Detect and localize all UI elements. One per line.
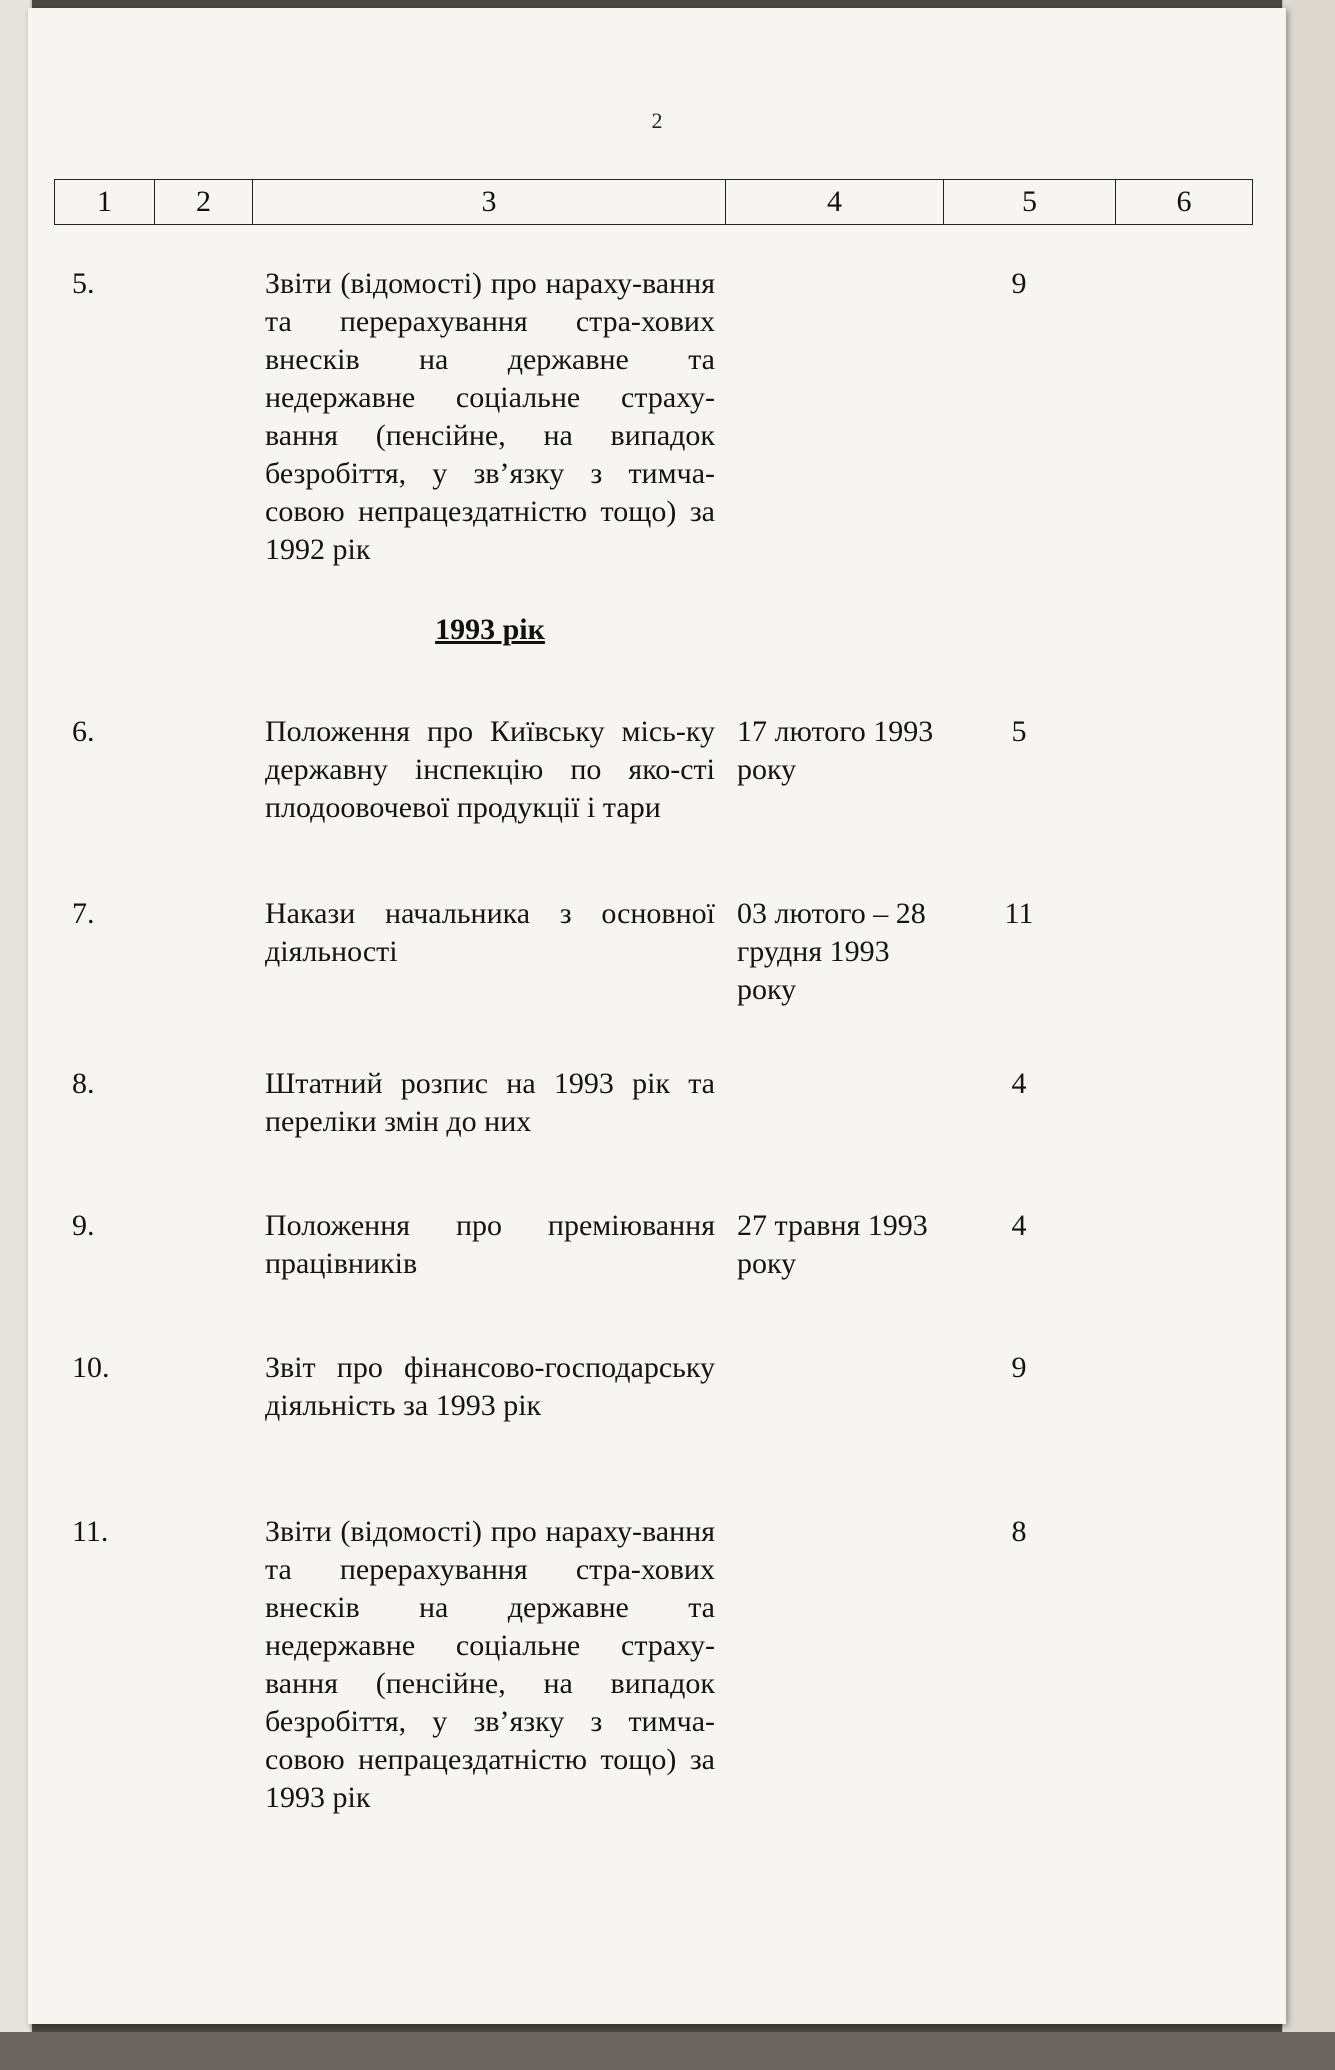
column-header-5: 5 <box>944 180 1116 225</box>
column-header-2: 2 <box>155 180 253 225</box>
column-header-3: 3 <box>253 180 726 225</box>
row-sheet-count: 4 <box>1011 1209 1027 1242</box>
row-sheet-count: 5 <box>1011 715 1027 748</box>
year-heading: 1993 рік <box>435 613 545 646</box>
background-bottom <box>0 2032 1335 2070</box>
row-number: 11. <box>72 1515 109 1548</box>
row-sheet-count: 4 <box>1011 1067 1027 1100</box>
row-date: 17 лютого 1993 року <box>737 715 934 786</box>
row-title: Звіти (відомості) про нараху-вання та перерахування стра-хових внесків на державне та недержавне соціальне страху-вання (пенсійне, на випадок безробіття, у зв’язку з тимча-совою непрацездатністю тощо) за 1993 рік <box>265 1515 715 1814</box>
column-header-1: 1 <box>55 180 155 225</box>
row-number: 8. <box>72 1067 95 1100</box>
row-number: 5. <box>72 267 95 300</box>
row-title: Звіти (відомості) про нараху-вання та перерахування стра-хових внесків на державне та недержавне соціальне страху-вання (пенсійне, на випадок безробіття, у зв’язку з тимча-совою непрацездатністю тощо) за 1992 рік <box>265 267 715 566</box>
row-number: 9. <box>72 1209 95 1242</box>
page-number: 2 <box>651 108 663 133</box>
row-sheet-count: 9 <box>1011 1351 1027 1384</box>
row-sheet-count: 8 <box>1011 1515 1027 1548</box>
row-sheet-count: 11 <box>1004 897 1034 930</box>
row-date: 27 травня 1993 року <box>737 1209 928 1280</box>
row-title: Положення про Київську місь-ку державну інспекцію по яко-сті плодоовочевої продукції і тари <box>265 715 715 824</box>
document-page <box>28 8 1286 2024</box>
column-header-table <box>54 179 1253 225</box>
row-sheet-count: 9 <box>1011 267 1027 300</box>
row-number: 6. <box>72 715 95 748</box>
row-number: 7. <box>72 897 95 930</box>
row-title: Накази начальника з основної діяльності <box>265 897 715 968</box>
page-right-edge <box>1282 0 1335 2040</box>
column-header-row <box>55 180 1253 225</box>
row-date: 03 лютого – 28 грудня 1993 року <box>737 897 926 1006</box>
row-title: Штатний розпис на 1993 рік та переліки змін до них <box>265 1067 715 1138</box>
row-title: Звіт про фінансово-господарську діяльність за 1993 рік <box>265 1351 715 1422</box>
column-header-6: 6 <box>1116 180 1253 225</box>
row-number: 10. <box>72 1351 110 1384</box>
column-header-4: 4 <box>726 180 944 225</box>
row-title: Положення про преміювання працівників <box>265 1209 715 1280</box>
